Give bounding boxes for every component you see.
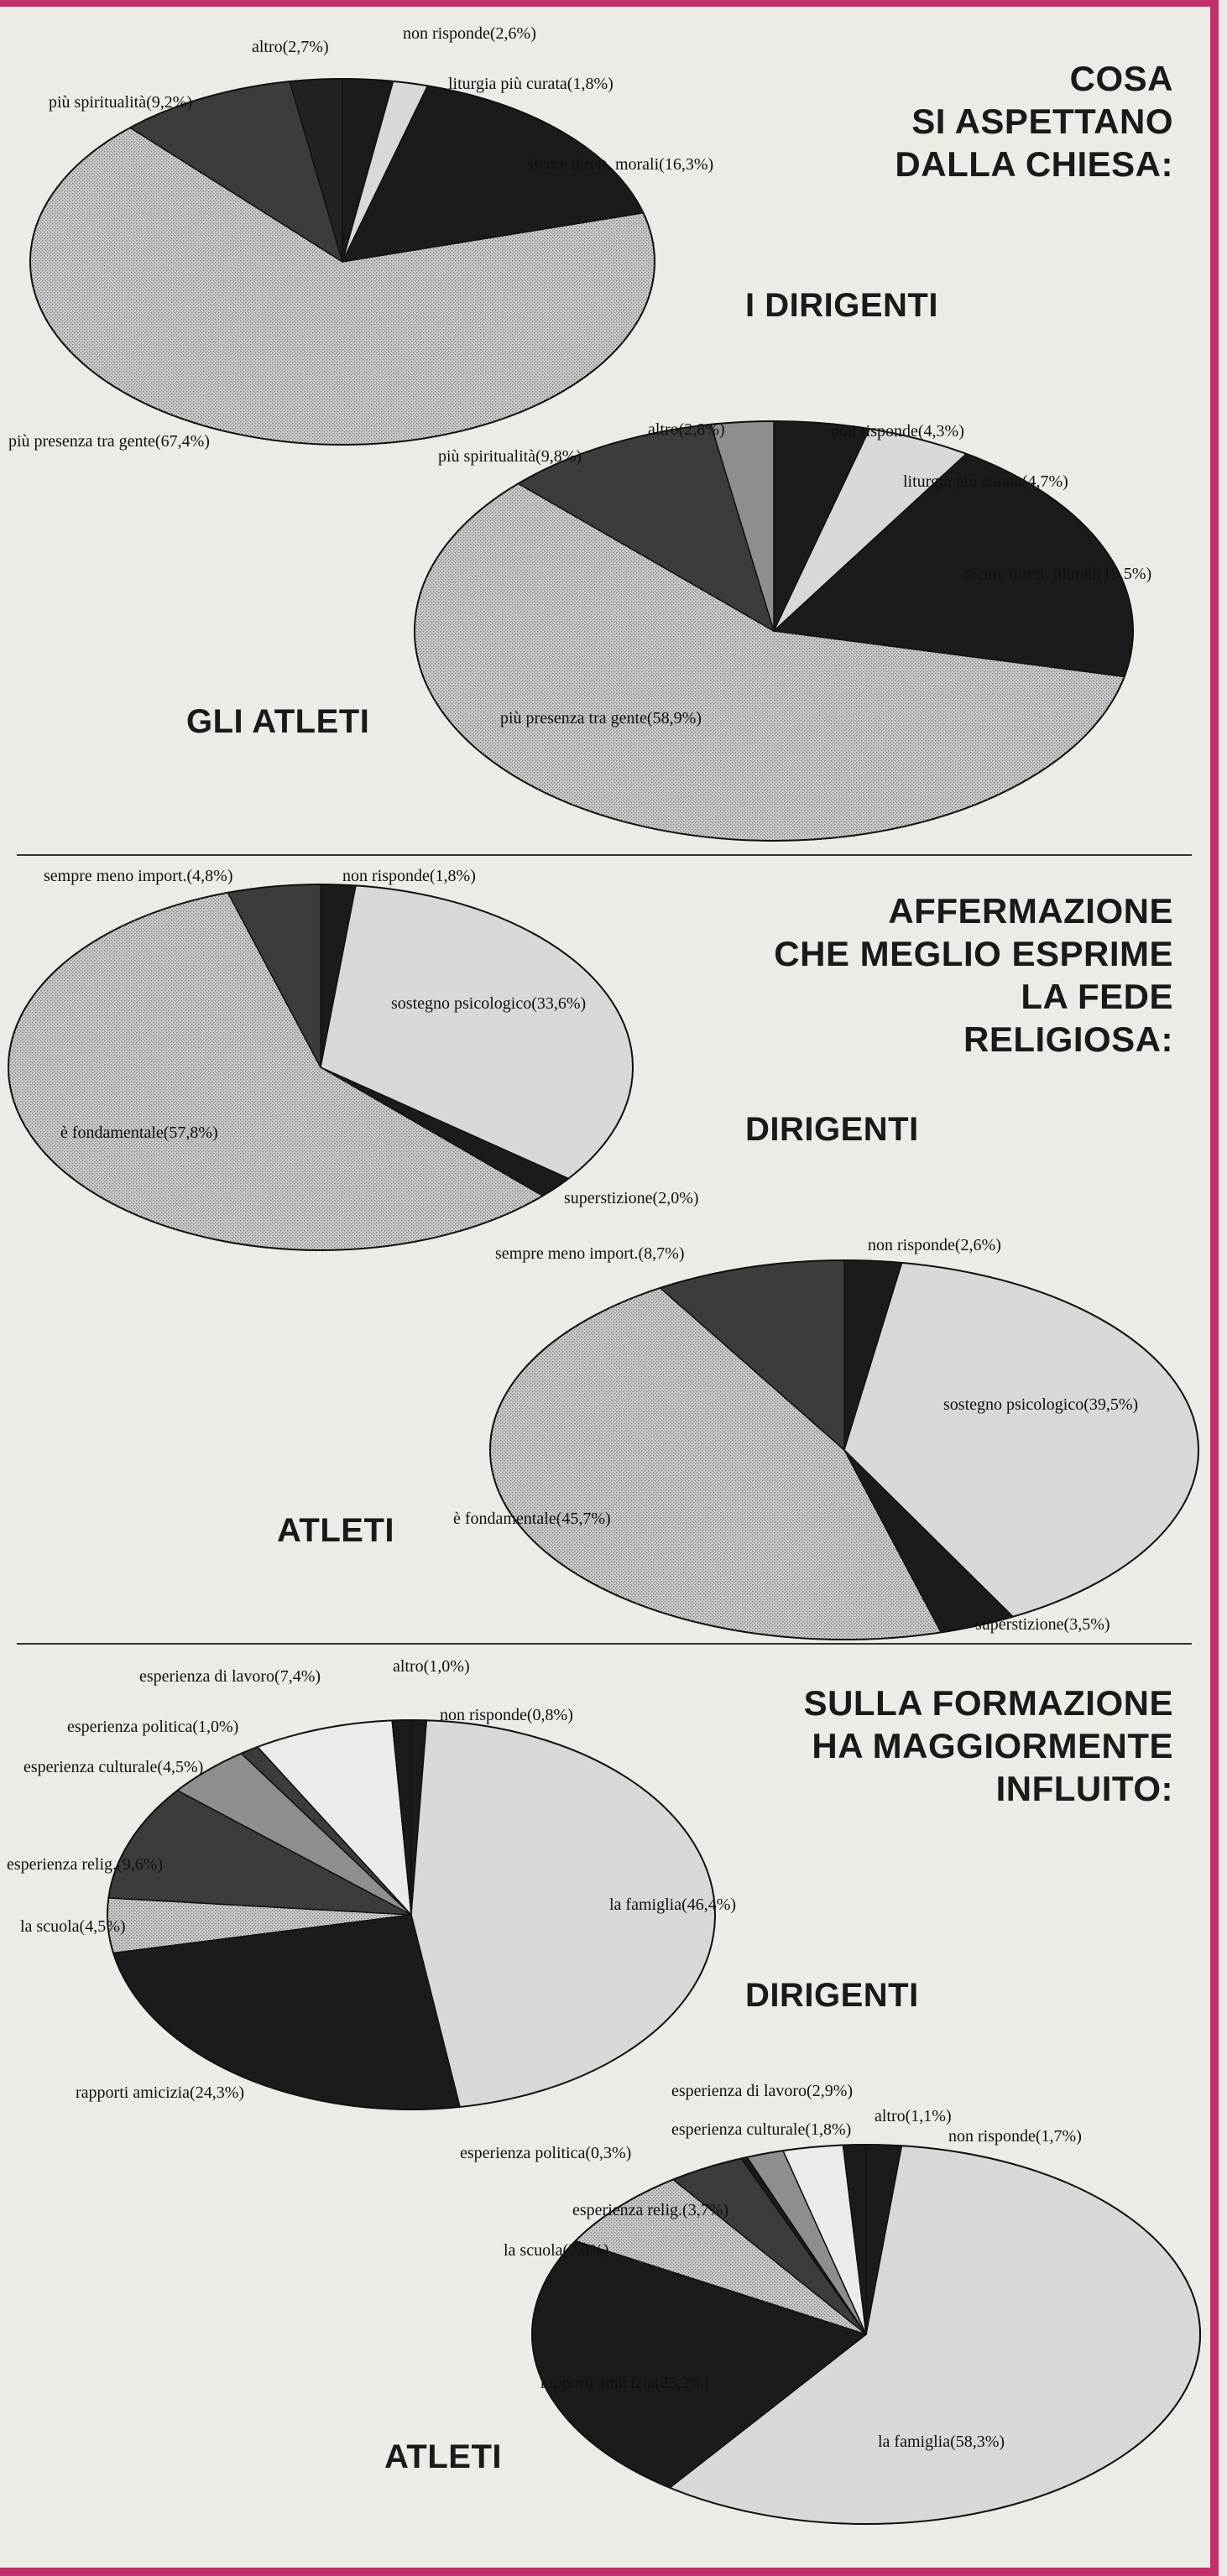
pie-label-faith-leaders-2: superstizione(2,0%) <box>564 1189 699 1207</box>
section-divider-2 <box>17 1643 1192 1645</box>
pie-label-formation-athletes-0: non risponde(1,7%) <box>948 2127 1082 2146</box>
pie-label-faith-leaders-3: è fondamentale(57,8%) <box>60 1124 218 1142</box>
pie-label-expectations-leaders-4: più spiritualità(9,2%) <box>49 93 193 112</box>
pie-label-formation-athletes-7: esperienza di lavoro(2,9%) <box>671 2082 854 2100</box>
pie-label-expectations-leaders-5: altro(2,7%) <box>252 38 329 56</box>
pie-chart-formation-leaders <box>7 1657 736 2109</box>
pie-chart-expectations-athletes <box>415 420 1151 841</box>
pie-label-formation-athletes-4: esperienza relig.(3,7%) <box>572 2201 729 2219</box>
pie-label-formation-leaders-6: esperienza politica(1,0%) <box>67 1718 239 1736</box>
pie-label-faith-leaders-1: sostegno psicologico(33,6%) <box>391 994 587 1013</box>
pie-label-expectations-athletes-4: più spiritualità(9,8%) <box>438 447 582 466</box>
pie-chart-faith-athletes <box>453 1236 1198 1640</box>
pie-label-faith-athletes-3: è fondamentale(45,7%) <box>453 1510 611 1528</box>
chart-title-formation-leaders: DIRIGENTI <box>745 1977 919 2014</box>
pie-label-formation-athletes-6: esperienza culturale(1,8%) <box>671 2120 852 2139</box>
pie-label-expectations-athletes-0: non risponde(4,3%) <box>831 422 964 441</box>
pie-label-formation-leaders-2: rapporti amicizia(24,3%) <box>76 2083 245 2102</box>
pie-label-formation-leaders-0: non risponde(0,8%) <box>440 1706 573 1724</box>
chart-title-formation-athletes: ATLETI <box>384 2438 503 2475</box>
chart-title-faith-athletes: ATLETI <box>277 1512 395 1549</box>
pie-label-formation-leaders-5: esperienza culturale(4,5%) <box>23 1758 204 1776</box>
pie-label-expectations-athletes-1: liturgia più curata(4,7%) <box>903 472 1068 491</box>
pie-label-expectations-leaders-2: sicure dirett. morali(16,3%) <box>527 155 714 174</box>
pie-label-expectations-athletes-5: altro(2,8%) <box>648 420 725 439</box>
pie-chart-faith-leaders <box>8 867 699 1250</box>
chart-title-expectations-leaders: I DIRIGENTI <box>745 287 938 324</box>
pie-chart-expectations-leaders <box>8 24 713 451</box>
pie-chart-formation-athletes <box>460 2082 1200 2524</box>
pie-label-formation-athletes-5: esperienza politica(0,3%) <box>460 2144 632 2162</box>
pie-label-faith-leaders-4: sempre meno import.(4,8%) <box>44 867 233 885</box>
pie-label-faith-athletes-1: sostegno psicologico(39,5%) <box>943 1395 1139 1414</box>
pie-label-formation-leaders-8: altro(1,0%) <box>393 1657 470 1676</box>
chart-title-faith-leaders: DIRIGENTI <box>745 1111 919 1148</box>
section-divider-1 <box>17 854 1192 856</box>
section-title-faith: AFFERMAZIONE CHE MEGLIO ESPRIME LA FEDE RELIGIOSA: <box>774 891 1173 1059</box>
pie-label-faith-athletes-2: superstizione(3,5%) <box>975 1615 1110 1634</box>
pie-label-formation-athletes-3: la scuola(7,0%) <box>504 2241 609 2260</box>
pie-label-expectations-leaders-3: più presenza tra gente(67,4%) <box>8 432 210 451</box>
section-title-expectations: COSA SI ASPETTANO DALLA CHIESA: <box>895 59 1173 184</box>
pie-label-expectations-leaders-0: non risponde(2,6%) <box>403 24 536 43</box>
pie-label-formation-leaders-3: la scuola(4,5%) <box>20 1917 126 1936</box>
pie-label-expectations-athletes-2: sicure dirett. morali(19,5%) <box>965 565 1152 583</box>
pie-label-formation-athletes-2: rapporti amicizia(23,2%) <box>540 2374 710 2392</box>
pie-label-formation-leaders-4: esperienza relig.(9,6%) <box>7 1855 164 1874</box>
pie-label-faith-leaders-0: non risponde(1,8%) <box>342 867 476 885</box>
pie-label-expectations-athletes-3: più presenza tra gente(58,9%) <box>500 709 702 727</box>
pie-label-formation-athletes-1: la famiglia(58,3%) <box>878 2433 1005 2451</box>
pie-label-expectations-leaders-1: liturgia più curata(1,8%) <box>448 75 614 93</box>
chart-title-expectations-athletes: GLI ATLETI <box>186 703 370 740</box>
pie-label-formation-athletes-8: altro(1,1%) <box>875 2107 952 2125</box>
pie-label-faith-athletes-0: non risponde(2,6%) <box>868 1236 1001 1254</box>
pie-label-formation-leaders-7: esperienza di lavoro(7,4%) <box>139 1667 321 1686</box>
section-title-formation: SULLA FORMAZIONE HA MAGGIORMENTE INFLUITO: <box>803 1683 1173 1808</box>
pie-label-formation-leaders-1: la famiglia(46,4%) <box>609 1895 737 1914</box>
pie-label-faith-athletes-4: sempre meno import.(8,7%) <box>495 1244 685 1263</box>
